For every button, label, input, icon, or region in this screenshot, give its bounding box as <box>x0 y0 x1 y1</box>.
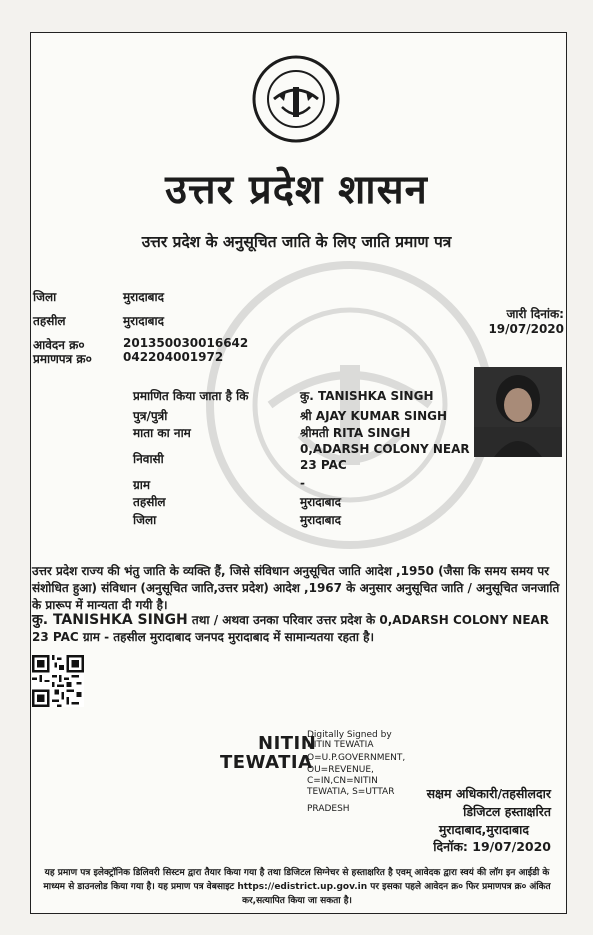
officer-location: मुरादाबाद,मुरादाबाद <box>438 822 529 837</box>
certificate-subtitle: उत्तर प्रदेश के अनुसूचित जाति के लिए जाति प्रमाण पत्र <box>141 233 452 251</box>
sig-detail-1: Digitally Signed by <box>307 730 392 740</box>
certificate-paragraph: उत्तर प्रदेश राज्य की भंतु जाति के व्यक्ति हैं, जिसे संविधान अनुसूचित जाति आदेश ,1950 (जैसा कि समय समय पर संशोधित हुआ) संविधान (अनुसूचित जाति,उत्तर प्रदेश) आदेश ,1967 के अनुसार अनुसूचित जाति / अनुसूचित जनजाति के प्रारूप में मान्यता दी गयी है। <box>32 564 560 612</box>
officer-designation: सक्षम अधिकारी/तहसीलदार <box>426 786 551 801</box>
officer-date: दिनॉक: 19/07/2020 <box>433 839 551 854</box>
qr-code <box>32 655 84 707</box>
sig-detail-4: OU=REVENUE, <box>307 765 374 775</box>
certify-value: कु. TANISHKA SINGH <box>300 389 434 403</box>
sig-detail-7: PRADESH <box>307 804 350 814</box>
officer-digitally-signed: डिजिटल हस्ताक्षरित <box>463 804 551 819</box>
page-title: उत्तर प्रदेश शासन <box>165 166 428 213</box>
district-label: जिला <box>33 290 57 304</box>
residence-paragraph <box>32 612 560 646</box>
residence-label: निवासी <box>133 452 164 466</box>
issue-date-value: 19/07/2020 <box>488 322 564 336</box>
detail-tehsil-value: मुरादाबाद <box>300 495 342 509</box>
up-government-emblem <box>252 55 340 143</box>
sig-detail-3: O=U.P.GOVERNMENT, <box>307 753 406 763</box>
parent-value: श्री AJAY KUMAR SINGH <box>300 409 448 423</box>
mother-value: श्रीमती RITA SINGH <box>300 426 411 440</box>
residence-value-line1: 0,ADARSH COLONY NEAR <box>300 442 470 456</box>
detail-tehsil-label: तहसील <box>133 495 166 509</box>
tehsil-label: तहसील <box>33 314 66 328</box>
sig-detail-6: TEWATIA, S=UTTAR <box>307 787 395 797</box>
applicant-name-bold: कु. TANISHKA SINGH <box>32 612 188 628</box>
watermark-seal <box>200 255 500 555</box>
issue-date-label: जारी दिनांक: <box>506 307 564 321</box>
residence-value-line2: 23 PAC <box>300 458 347 472</box>
application-number-label: आवेदन क्र० <box>33 338 85 352</box>
village-label: ग्राम <box>133 478 151 492</box>
tehsil-value: मुरादाबाद <box>123 314 165 328</box>
mother-label: माता का नाम <box>133 426 191 440</box>
detail-district-value: मुरादाबाद <box>300 513 342 527</box>
parent-label: पुत्र/पुत्री <box>133 409 168 423</box>
applicant-photo <box>474 367 562 457</box>
certificate-number-value: 042204001972 <box>123 350 224 364</box>
application-number-value: 201350030016642 <box>123 336 249 350</box>
certify-label: प्रमाणित किया जाता है कि <box>133 389 249 403</box>
residence-paragraph-text: तथा / अथवा उनका परिवार उत्तर प्रदेश के 0,ADARSH COLONY NEAR 23 PAC ग्राम - तहसील मुरादाबाद जनपद मुरादाबाद में सामान्यतया रहता है। <box>32 613 550 644</box>
sig-detail-2: NITIN TEWATIA <box>307 740 374 750</box>
signer-name-line2: TEWATIA <box>220 752 313 773</box>
detail-district-label: जिला <box>133 513 157 527</box>
signer-name-line1: NITIN <box>258 733 317 754</box>
sig-detail-5: C=IN,CN=NITIN <box>307 776 378 786</box>
footer-note: यह प्रमाण पत्र इलेक्ट्रॉनिक डिलिवरी सिस्टम द्वारा तैयार किया गया है तथा डिजिटल सिग्नेचर से हस्ताक्षरित है एवम् आवेदक द्वारा स्वयं की लॉग इन आईडी के माध्यम से डाउनलोड किया गया है। यह प्रमाण पत्र वेबसाइट https://edistrict.up.gov.in पर इसका पहले आवेदन क्र० फिर प्रमाणपत्र क्र० अंकित कर,सत्यापित किया जा सकता है। <box>43 868 551 906</box>
village-value: - <box>300 476 305 490</box>
certificate-number-label: प्रमाणपत्र क्र० <box>33 352 92 366</box>
district-value: मुरादाबाद <box>123 290 165 304</box>
